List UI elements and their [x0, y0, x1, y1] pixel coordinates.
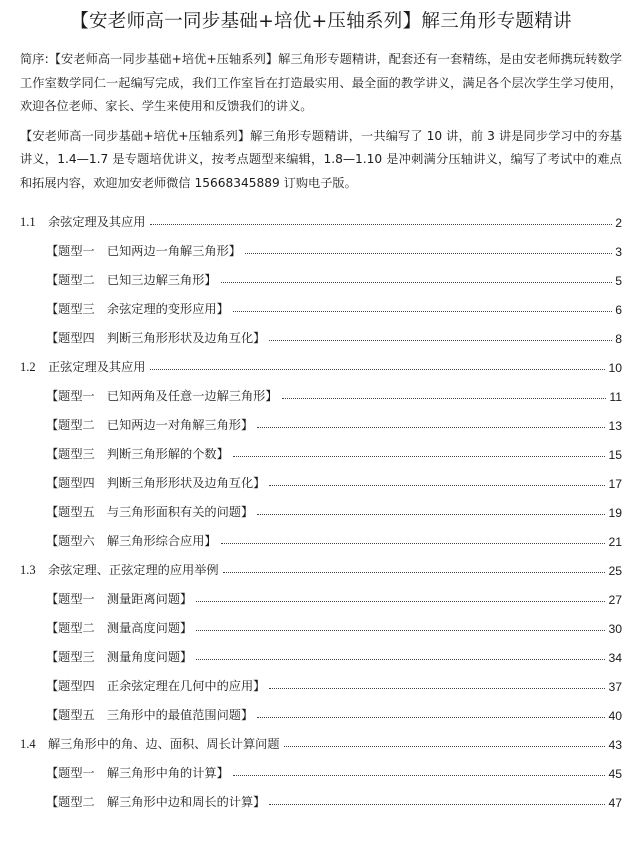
leader-dots [282, 398, 607, 399]
toc-item[interactable] [20, 781, 622, 810]
page-number: 19 [608, 506, 622, 520]
toc-item[interactable] [20, 491, 622, 520]
item-title: 【题型三 余弦定理的变形应用】 [46, 302, 229, 316]
toc-item[interactable] [20, 259, 622, 288]
leader-dots [233, 311, 612, 312]
page-number: 10 [608, 361, 622, 375]
section-number: 1.1 [20, 215, 36, 229]
table-of-contents [20, 201, 622, 810]
page-number: 40 [608, 709, 622, 723]
section-number: 1.2 [20, 360, 36, 374]
item-title: 【题型六 解三角形综合应用】 [46, 534, 217, 548]
item-title: 【题型二 已知两边一对角解三角形】 [46, 418, 254, 432]
item-title: 【题型二 已知三边解三角形】 [46, 273, 217, 287]
page-number: 37 [608, 680, 622, 694]
item-title: 【题型一 已知两角及任意一边解三角形】 [46, 389, 278, 403]
page-number: 17 [608, 477, 622, 491]
toc-item[interactable] [20, 520, 622, 549]
page-number: 2 [615, 216, 622, 230]
leader-dots [196, 630, 605, 631]
section-title: 余弦定理、正弦定理的应用举例 [48, 563, 219, 577]
section-number: 1.4 [20, 737, 36, 751]
leader-dots [257, 717, 605, 718]
section-title: 解三角形中的角、边、面积、周长计算问题 [48, 737, 280, 751]
leader-dots [223, 572, 606, 573]
page-number: 21 [608, 535, 622, 549]
leader-dots [257, 514, 605, 515]
toc-item[interactable] [20, 665, 622, 694]
page-number: 43 [608, 738, 622, 752]
toc-section[interactable] [20, 723, 622, 752]
page-number: 8 [615, 332, 622, 346]
section-title: 正弦定理及其应用 [48, 360, 146, 374]
page-number: 15 [608, 448, 622, 462]
leader-dots [196, 601, 605, 602]
toc-item[interactable] [20, 694, 622, 723]
page-number: 25 [608, 564, 622, 578]
leader-dots [233, 456, 606, 457]
page-number: 3 [615, 245, 622, 259]
page-number: 6 [615, 303, 622, 317]
page-number: 11 [609, 390, 622, 404]
toc-item[interactable] [20, 433, 622, 462]
item-title: 【题型一 测量距离问题】 [46, 592, 193, 606]
leader-dots [150, 369, 606, 370]
leader-dots [196, 659, 605, 660]
toc-section[interactable] [20, 201, 622, 230]
page-number: 5 [615, 274, 622, 288]
item-title: 【题型四 判断三角形形状及边角互化】 [46, 331, 266, 345]
toc-item[interactable] [20, 752, 622, 781]
toc-item[interactable] [20, 375, 622, 404]
page-number: 47 [608, 796, 622, 810]
toc-item[interactable] [20, 230, 622, 259]
toc-item[interactable] [20, 607, 622, 636]
page-number: 45 [608, 767, 622, 781]
section-number: 1.3 [20, 563, 36, 577]
leader-dots [269, 340, 612, 341]
leader-dots [233, 775, 606, 776]
toc-item[interactable] [20, 636, 622, 665]
toc-section[interactable] [20, 549, 622, 578]
toc-item[interactable] [20, 578, 622, 607]
leader-dots [269, 688, 605, 689]
leader-dots [284, 746, 606, 747]
leader-dots [245, 253, 612, 254]
item-title: 【题型三 测量角度问题】 [46, 650, 193, 664]
leader-dots [269, 804, 605, 805]
item-title: 【题型三 判断三角形解的个数】 [46, 447, 229, 461]
page-number: 27 [608, 593, 622, 607]
toc-item[interactable] [20, 404, 622, 433]
page-number: 34 [608, 651, 622, 665]
leader-dots [150, 224, 613, 225]
toc-item[interactable] [20, 317, 622, 346]
toc-item[interactable] [20, 288, 622, 317]
item-title: 【题型四 判断三角形形状及边角互化】 [46, 476, 266, 490]
item-title: 【题型四 正余弦定理在几何中的应用】 [46, 679, 266, 693]
leader-dots [221, 282, 613, 283]
leader-dots [269, 485, 605, 486]
document-title: 【安老师高一同步基础+培优+压轴系列】解三角形专题精讲 [70, 11, 572, 32]
item-title: 【题型二 解三角形中边和周长的计算】 [46, 795, 266, 809]
item-title: 【题型二 测量高度问题】 [46, 621, 193, 635]
page-number: 30 [608, 622, 622, 636]
toc-item[interactable] [20, 462, 622, 491]
page-number: 13 [608, 419, 622, 433]
item-title: 【题型五 三角形中的最值范围问题】 [46, 708, 254, 722]
intro-paragraph: 简序:【安老师高一同步基础+培优+压轴系列】解三角形专题精讲，配套还有一套精练，是由安老师携玩转数学工作室数学同仁一起编写完成，我们工作室旨在打造最实用、最全面的教学讲义，满足各个层次学生学习使用，欢迎各位老师、家长、学生来使用和反馈我们的讲义。 [20, 52, 622, 113]
intro-paragraph: 【安老师高一同步基础+培优+压轴系列】解三角形专题精讲，一共编写了 10 讲，前 3 讲是同步学习中的夯基讲义，1.4—1.7 是专题培优讲义，按考点题型来编辑，1.8—1.10 是冲刺满分压轴讲义，编写了考试中的难点和拓展内容，欢迎加安老师微信 15668345889 订购电子版。 [20, 128, 622, 190]
leader-dots [221, 543, 606, 544]
item-title: 【题型一 已知两边一角解三角形】 [46, 244, 241, 258]
item-title: 【题型五 与三角形面积有关的问题】 [46, 505, 254, 519]
section-title: 余弦定理及其应用 [48, 215, 146, 229]
leader-dots [257, 427, 605, 428]
toc-section[interactable] [20, 346, 622, 375]
item-title: 【题型一 解三角形中角的计算】 [46, 766, 229, 780]
